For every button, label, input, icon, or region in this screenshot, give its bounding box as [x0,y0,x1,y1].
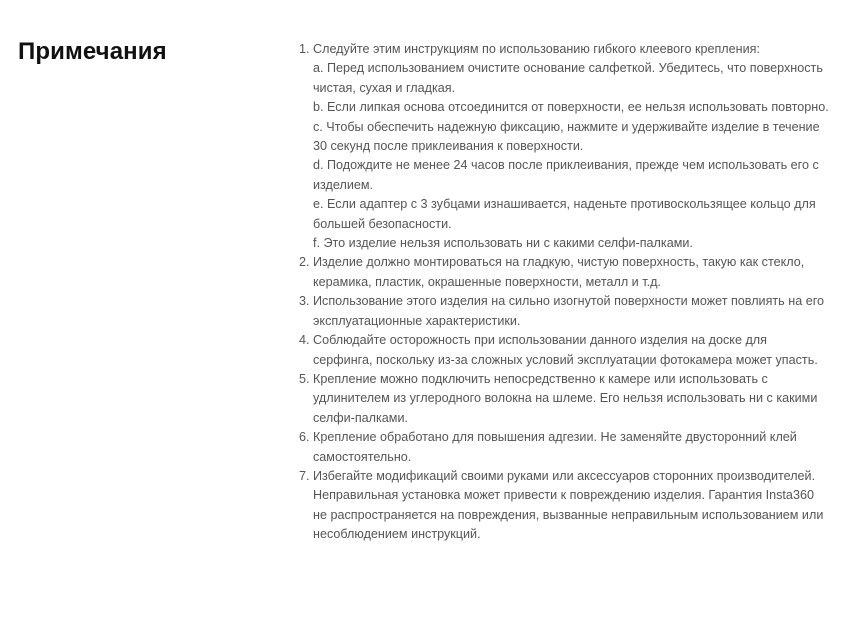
note-item-1 [299,40,829,253]
note-number: 7. [299,468,310,483]
note-number: 1. [299,42,310,56]
note-text: Крепление обработано для повышения адгезии. Не заменяйте двусторонний клей самостоятельно. [313,430,797,464]
note-text: Изделие должно монтироваться на гладкую, чистую поверхность, такую как стекло, керамика, пластик, окрашенные поверхности, металл и т.д. [313,255,805,289]
note-item-2 [299,253,829,292]
note-text: Соблюдайте осторожность при использовании данного изделия на доске для серфинга, поскольку из-за сложных условий эксплуатации фотокамера может упасть. [313,333,818,367]
notes-list [299,40,829,545]
sub-note-f: f. Это изделие нельзя использовать ни с какими селфи-палками. [313,236,693,251]
note-number: 6. [299,430,310,445]
note-item-7 [299,467,829,545]
note-text: Крепление можно подключить непосредственно к камере или использовать с удлинителем из углеродного волокна на шлеме. Его нельзя использовать ни с какими селфи-палками. [313,371,818,425]
note-number: 3. [299,294,310,309]
note-item-5 [299,370,829,428]
note-item-3 [299,292,829,331]
sub-note-a: a. Перед использованием очистите основание салфеткой. Убедитесь, что поверхность чистая, сухая и гладкая. [313,61,823,95]
sub-note-b: b. Если липкая основа отсоединится от поверхности, ее нельзя использовать повторно. [313,100,829,115]
sub-note-d: d. Подождите не менее 24 часов после приклеивания, прежде чем использовать его с изделием. [313,158,819,192]
note-item-4 [299,331,829,370]
section-heading: Примечания [18,38,167,65]
note-number: 2. [299,255,310,270]
note-text: Использование этого изделия на сильно изогнутой поверхности может повлиять на его эксплуатационные характеристики. [313,294,825,328]
sub-note-e: e. Если адаптер с 3 зубцами изнашивается, наденьте противоскользящее кольцо для большей безопасности. [313,197,816,231]
note-text: Избегайте модификаций своими руками или аксессуаров сторонних производителей. Неправильная установка может привести к повреждению изделия. Гарантия Insta360 не распространяется на повреждения, вызванные неправильным использованием или несоблюдением инструкций. [313,468,824,542]
note-text: Следуйте этим инструкциям по использованию гибкого клеевого крепления: [313,42,760,56]
note-item-6 [299,428,829,467]
note-number: 4. [299,333,310,348]
note-number: 5. [299,371,310,386]
sub-note-c: c. Чтобы обеспечить надежную фиксацию, нажмите и удерживайте изделие в течение 30 секунд после приклеивания к поверхности. [313,119,820,154]
